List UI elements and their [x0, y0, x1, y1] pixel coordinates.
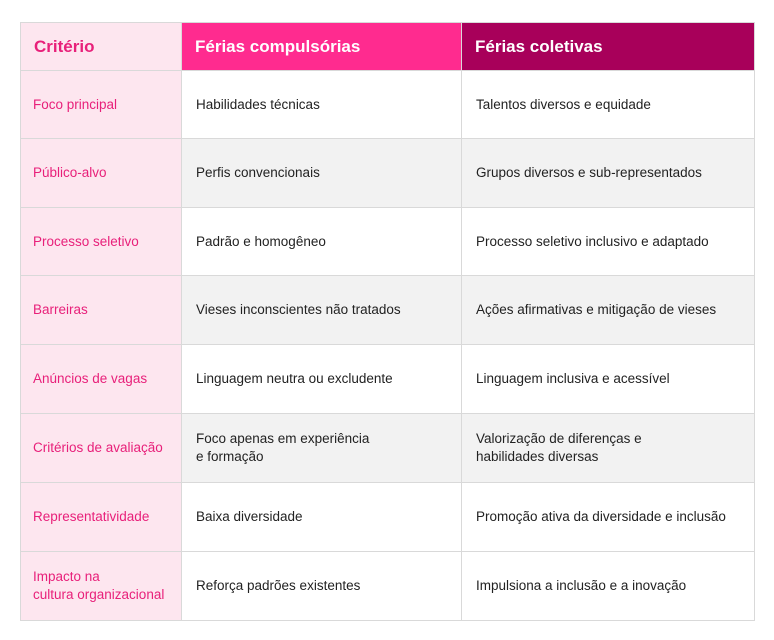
coletivas-text-line-2: habilidades diversas	[476, 449, 599, 464]
coletivas-text: Processo seletivo inclusivo e adaptado	[476, 233, 709, 249]
coletivas-text: Talentos diversos e equidade	[476, 96, 651, 112]
criterion-text: Foco principal	[33, 96, 118, 112]
coletivas-text: Ações afirmativas e mitigação de vieses	[476, 302, 717, 317]
coletivas-text-line-1: Valorização de diferenças e	[476, 431, 642, 446]
criterion-cell	[21, 345, 182, 414]
criterion-cell	[21, 208, 182, 276]
header-ferias-coletivas: Férias coletivas	[462, 23, 755, 71]
coletivas-cell	[462, 414, 755, 483]
coletivas-cell	[462, 208, 755, 276]
criterion-cell	[21, 552, 182, 621]
table-row	[21, 139, 755, 208]
compulsorias-cell	[182, 71, 462, 139]
compulsorias-cell	[182, 208, 462, 276]
compulsorias-cell	[182, 552, 462, 621]
criterion-text: Representatividade	[33, 509, 150, 524]
compulsorias-text: Padrão e homogêneo	[196, 233, 326, 249]
compulsorias-cell	[182, 139, 462, 208]
criterion-cell	[21, 483, 182, 552]
table-row	[21, 483, 755, 552]
table-row	[21, 414, 755, 483]
coletivas-cell	[462, 276, 755, 345]
table-row	[21, 552, 755, 621]
compulsorias-text: Habilidades técnicas	[196, 96, 320, 112]
criterion-text: Barreiras	[33, 302, 88, 317]
coletivas-text: Grupos diversos e sub-representados	[476, 165, 702, 180]
compulsorias-text: Linguagem neutra ou excludente	[196, 371, 393, 386]
table-row	[21, 71, 755, 139]
coletivas-text: Linguagem inclusiva e acessível	[476, 371, 670, 386]
criterion-text-line-2: cultura organizacional	[33, 587, 165, 602]
header-ferias-compulsorias: Férias compulsórias	[182, 23, 462, 71]
coletivas-cell	[462, 345, 755, 414]
coletivas-cell	[462, 71, 755, 139]
coletivas-cell	[462, 552, 755, 621]
criterion-cell	[21, 276, 182, 345]
criterion-text-line-1: Impacto na	[33, 569, 100, 584]
criterion-text: Critérios de avaliação	[33, 440, 163, 455]
table-row	[21, 345, 755, 414]
compulsorias-text-line-1: Foco apenas em experiência	[196, 431, 370, 446]
criterion-cell	[21, 414, 182, 483]
compulsorias-cell	[182, 483, 462, 552]
compulsorias-text: Vieses inconscientes não tratados	[196, 302, 401, 317]
compulsorias-cell	[182, 414, 462, 483]
coletivas-text: Promoção ativa da diversidade e inclusão	[476, 509, 726, 524]
comparison-table	[20, 22, 755, 621]
compulsorias-text: Baixa diversidade	[196, 509, 303, 524]
header-criterio: Critério	[21, 23, 182, 71]
criterion-text: Anúncios de vagas	[33, 371, 148, 386]
compulsorias-text-line-2: e formação	[196, 449, 264, 464]
header-row	[21, 23, 755, 71]
coletivas-cell	[462, 139, 755, 208]
coletivas-cell	[462, 483, 755, 552]
compulsorias-text: Perfis convencionais	[196, 165, 320, 180]
criterion-cell	[21, 71, 182, 139]
criterion-text: Processo seletivo	[33, 233, 139, 249]
coletivas-text: Impulsiona a inclusão e a inovação	[476, 578, 687, 593]
criterion-text: Público-alvo	[33, 165, 107, 180]
compulsorias-cell	[182, 345, 462, 414]
criterion-cell	[21, 139, 182, 208]
compulsorias-text: Reforça padrões existentes	[196, 578, 361, 593]
table-row	[21, 208, 755, 276]
table-row	[21, 276, 755, 345]
compulsorias-cell	[182, 276, 462, 345]
